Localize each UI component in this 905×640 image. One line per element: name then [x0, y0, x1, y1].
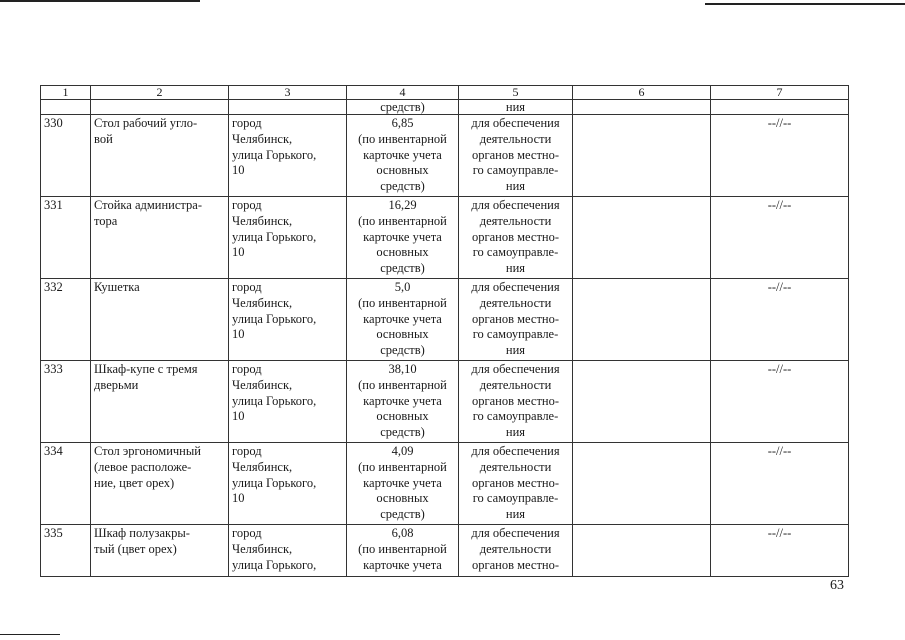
- item-address-line: Челябинск,: [232, 541, 293, 556]
- item-col7-cell: --//--: [711, 525, 849, 577]
- item-address-cell: [229, 279, 347, 361]
- item-name-cell: [91, 525, 229, 577]
- item-address-line: город: [232, 198, 262, 212]
- item-name-cell: [91, 279, 229, 361]
- item-number-cell: 331: [41, 197, 91, 279]
- item-purpose-line: ния: [505, 179, 526, 194]
- item-address-line: 10: [232, 163, 245, 178]
- item-number-cell: 332: [41, 279, 91, 361]
- item-value-line: карточке учета: [363, 393, 442, 408]
- item-address-cell: [229, 361, 347, 443]
- continuation-cell: [711, 100, 849, 115]
- item-value-line: (по инвентарной: [358, 459, 447, 474]
- item-col6-cell: [573, 361, 711, 443]
- item-purpose-line: органов местно-: [471, 557, 560, 572]
- item-purpose-line: деятельности: [479, 377, 552, 392]
- item-address-line: Челябинск,: [232, 377, 293, 392]
- column-number-header: 5: [459, 86, 573, 100]
- item-value-line: основных: [376, 409, 429, 424]
- table-row: [41, 197, 849, 279]
- item-value-line: средств): [380, 507, 425, 522]
- column-number-header: 7: [711, 86, 849, 100]
- item-name-cell: [91, 361, 229, 443]
- item-name-line: вой: [94, 131, 113, 146]
- item-address-line: 10: [232, 409, 245, 424]
- item-purpose-line: для обеспечения: [471, 198, 560, 212]
- item-address-line: Челябинск,: [232, 131, 293, 146]
- item-name-line: Стол эргономичный: [94, 444, 201, 458]
- continuation-cell: ния: [459, 100, 573, 115]
- item-name-line: тый (цвет орех): [94, 541, 177, 556]
- item-value-line: карточке учета: [363, 229, 442, 244]
- item-value-line: основных: [376, 327, 429, 342]
- item-value-cell: [347, 525, 459, 577]
- item-value-line: основных: [376, 245, 429, 260]
- item-col7-cell: --//--: [711, 443, 849, 525]
- item-value-line: (по инвентарной: [358, 377, 447, 392]
- item-value-line: 6,85: [391, 116, 414, 130]
- item-col6-cell: [573, 525, 711, 577]
- item-purpose-cell: [459, 443, 573, 525]
- table-row: [41, 361, 849, 443]
- item-purpose-line: для обеспечения: [471, 444, 560, 458]
- item-address-line: Челябинск,: [232, 459, 293, 474]
- item-value-cell: [347, 115, 459, 197]
- item-address-line: Челябинск,: [232, 295, 293, 310]
- item-purpose-line: деятельности: [479, 459, 552, 474]
- column-number-header: 3: [229, 86, 347, 100]
- item-value-line: карточке учета: [363, 147, 442, 162]
- item-number-cell: 334: [41, 443, 91, 525]
- page-number: 63: [830, 578, 844, 593]
- item-name-line: Кушетка: [94, 280, 140, 294]
- item-number-cell: 330: [41, 115, 91, 197]
- item-address-line: Челябинск,: [232, 213, 293, 228]
- continuation-row: [41, 100, 849, 115]
- item-name-line: Стойка администра-: [94, 198, 202, 212]
- item-name-line: Шкаф полузакры-: [94, 526, 190, 540]
- item-purpose-line: деятельности: [479, 295, 552, 310]
- scan-artifact-bottom-left: [0, 634, 60, 635]
- item-purpose-line: органов местно-: [471, 229, 560, 244]
- item-purpose-line: ния: [505, 425, 526, 440]
- table-row: [41, 525, 849, 577]
- item-address-line: город: [232, 362, 262, 376]
- scan-artifact-top-left: [0, 0, 200, 2]
- item-value-line: средств): [380, 261, 425, 276]
- item-purpose-line: для обеспечения: [471, 280, 560, 294]
- item-address-cell: [229, 525, 347, 577]
- table-row: [41, 279, 849, 361]
- item-address-line: 10: [232, 327, 245, 342]
- item-value-line: 4,09: [391, 444, 414, 458]
- item-purpose-line: го самоуправле-: [472, 491, 559, 506]
- item-address-line: улица Горького,: [232, 557, 317, 572]
- item-col6-cell: [573, 115, 711, 197]
- item-value-line: карточке учета: [363, 311, 442, 326]
- item-purpose-line: ния: [505, 261, 526, 276]
- item-name-line: (левое расположе-: [94, 459, 192, 474]
- item-value-cell: [347, 197, 459, 279]
- item-purpose-cell: [459, 115, 573, 197]
- item-col7-cell: --//--: [711, 361, 849, 443]
- item-name-line: ние, цвет орех): [94, 475, 175, 490]
- item-value-line: средств): [380, 343, 425, 358]
- column-number-header-row: [41, 86, 849, 100]
- column-number-header: 2: [91, 86, 229, 100]
- item-address-cell: [229, 115, 347, 197]
- item-name-line: Шкаф-купе с тремя: [94, 362, 198, 376]
- item-value-line: (по инвентарной: [358, 541, 447, 556]
- continuation-cell: средств): [347, 100, 459, 115]
- item-value-line: средств): [380, 425, 425, 440]
- continuation-cell: [229, 100, 347, 115]
- continuation-cell: [91, 100, 229, 115]
- item-purpose-line: органов местно-: [471, 311, 560, 326]
- item-address-line: город: [232, 280, 262, 294]
- item-col7-cell: --//--: [711, 115, 849, 197]
- item-purpose-line: деятельности: [479, 213, 552, 228]
- item-name-line: Стол рабочий угло-: [94, 116, 198, 130]
- item-col6-cell: [573, 279, 711, 361]
- column-number-header: 6: [573, 86, 711, 100]
- item-value-line: (по инвентарной: [358, 213, 447, 228]
- item-value-line: основных: [376, 163, 429, 178]
- item-purpose-line: для обеспечения: [471, 116, 560, 130]
- item-address-cell: [229, 197, 347, 279]
- item-purpose-line: го самоуправле-: [472, 327, 559, 342]
- item-col7-cell: --//--: [711, 279, 849, 361]
- item-value-line: 16,29: [388, 198, 417, 212]
- item-value-cell: [347, 279, 459, 361]
- item-value-line: (по инвентарной: [358, 295, 447, 310]
- table-row: [41, 115, 849, 197]
- table-body: [41, 86, 849, 577]
- item-purpose-line: органов местно-: [471, 475, 560, 490]
- item-address-cell: [229, 443, 347, 525]
- item-value-line: карточке учета: [363, 557, 442, 572]
- scan-artifact-top-right: [705, 3, 905, 5]
- item-purpose-line: ния: [505, 507, 526, 522]
- item-purpose-line: деятельности: [479, 131, 552, 146]
- item-value-line: основных: [376, 491, 429, 506]
- item-purpose-line: для обеспечения: [471, 526, 560, 540]
- item-value-line: 6,08: [391, 526, 414, 540]
- item-address-line: улица Горького,: [232, 311, 317, 326]
- item-address-line: город: [232, 444, 262, 458]
- item-col7-cell: --//--: [711, 197, 849, 279]
- item-purpose-cell: [459, 197, 573, 279]
- item-purpose-line: ния: [505, 343, 526, 358]
- item-purpose-line: органов местно-: [471, 393, 560, 408]
- continuation-cell: [41, 100, 91, 115]
- continuation-cell: [573, 100, 711, 115]
- item-purpose-line: го самоуправле-: [472, 163, 559, 178]
- item-purpose-line: для обеспечения: [471, 362, 560, 376]
- table-row: [41, 443, 849, 525]
- item-name-line: дверьми: [94, 377, 139, 392]
- item-col6-cell: [573, 443, 711, 525]
- column-number-header: 1: [41, 86, 91, 100]
- column-number-header: 4: [347, 86, 459, 100]
- item-purpose-cell: [459, 525, 573, 577]
- item-value-line: 38,10: [388, 362, 417, 376]
- item-address-line: улица Горького,: [232, 229, 317, 244]
- item-col6-cell: [573, 197, 711, 279]
- item-purpose-line: органов местно-: [471, 147, 560, 162]
- item-value-line: (по инвентарной: [358, 131, 447, 146]
- item-address-line: город: [232, 526, 262, 540]
- item-value-cell: [347, 443, 459, 525]
- item-number-cell: 335: [41, 525, 91, 577]
- item-purpose-cell: [459, 361, 573, 443]
- item-name-cell: [91, 115, 229, 197]
- inventory-table: [40, 85, 849, 577]
- item-purpose-line: го самоуправле-: [472, 409, 559, 424]
- item-address-line: улица Горького,: [232, 393, 317, 408]
- item-name-cell: [91, 197, 229, 279]
- item-purpose-line: го самоуправле-: [472, 245, 559, 260]
- item-purpose-line: деятельности: [479, 541, 552, 556]
- item-address-line: 10: [232, 245, 245, 260]
- item-value-line: карточке учета: [363, 475, 442, 490]
- item-address-line: улица Горького,: [232, 147, 317, 162]
- item-address-line: город: [232, 116, 262, 130]
- item-value-line: средств): [380, 179, 425, 194]
- item-name-cell: [91, 443, 229, 525]
- item-value-cell: [347, 361, 459, 443]
- item-number-cell: 333: [41, 361, 91, 443]
- item-address-line: 10: [232, 491, 245, 506]
- item-address-line: улица Горького,: [232, 475, 317, 490]
- item-name-line: тора: [94, 213, 118, 228]
- item-value-line: 5,0: [394, 280, 411, 294]
- item-purpose-cell: [459, 279, 573, 361]
